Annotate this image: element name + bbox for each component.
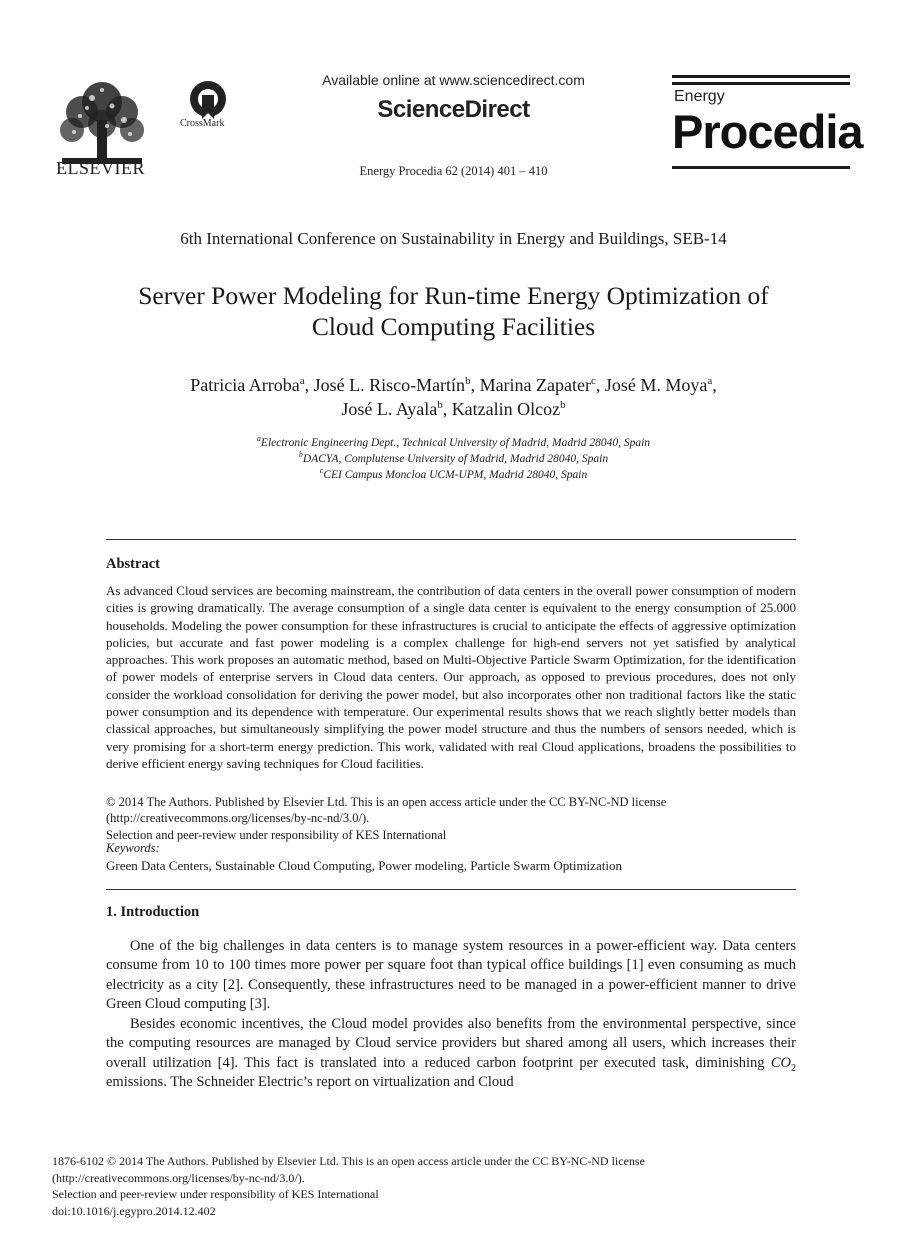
title-line: Cloud Computing Facilities — [311, 312, 596, 341]
peer-review-note: Selection and peer-review under responsibility of KES International — [106, 828, 447, 842]
intro-paragraph-1: One of the big challenges in data centers is to manage system resources in a power-efficient way. Data centers consume from 10 to 100 times more power per square foot than typical office buildings [1] even consuming as much electricity as a city [2]. Consequently, these infrastructures need to be managed in a power-efficient manner to drive Green Cloud computing [3]. — [106, 938, 796, 1012]
affiliation: $^b$DACYA, Complutense University of Madrid, Madrid 28040, Spain — [298, 450, 609, 465]
author-name: José L. Risco-Martín — [313, 375, 466, 395]
footer-doi[interactable]: doi:10.1016/j.egypro.2014.12.402 — [52, 1204, 216, 1219]
crossmark-label: CrossMark — [180, 118, 225, 129]
page-footer — [52, 1153, 812, 1220]
publisher-name: ELSEVIER — [56, 158, 145, 178]
license-link[interactable]: (http://creativecommons.org/licenses/by-nc-nd/3.0/). — [106, 811, 370, 825]
abstract-copyright: © 2014 The Authors. Published by Elsevier Ltd. This is an open access article under the CC BY-NC-ND license — [106, 795, 667, 809]
sciencedirect-logo-text: ScienceDirect — [377, 96, 530, 123]
abstract-body: As advanced Cloud services are becoming mainstream, the contribution of data centers in the overall power consumption of modern cities is growing dramatically. The average consumption of a single data center is equivalent to the energy consumption of 25.000 households. Modeling the power consumption for these infrastructures is crucial to anticipate the effects of aggressive optimization policies, but accurate and fast power modeling is a complex challenge for high-end servers not yet satisfied by analytical approaches. This work proposes an automatic method, based on Multi-Objective Particle Swarm Optimization, for the identification of power models of enterprise servers in Cloud data centers. Our approach, as opposed to previous procedures, does not only consider the workload consolidation for deriving the power model, but also incorporates other non traditional factors like the static power consumption and its dependence with temperature. Our experimental results shows that we reach slightly better models than classical approaches, but simultaneously simplifying the power model structure and thus the numbers of sensors needed, which is very promising for a short-term energy prediction. This work, validated with real Cloud applications, broadens the possibilities to derive efficient energy saving techniques for Cloud facilities. — [106, 583, 796, 771]
footer-peer-review: Selection and peer-review under responsibility of KES International — [52, 1187, 379, 1202]
paper-title — [60, 280, 847, 342]
author-name: Marina Zapater — [479, 375, 591, 395]
journal-reference: Energy Procedia 62 (2014) 401 – 410 — [359, 164, 548, 178]
author-name: Patricia Arroba — [190, 375, 300, 395]
abstract-top-rule — [106, 539, 796, 540]
keywords-list: Green Data Centers, Sustainable Cloud Computing, Power modeling, Particle Swarm Optimization — [106, 858, 622, 873]
available-online-text: Available online at www.sciencedirect.com — [322, 72, 585, 88]
affiliation: $^a$Electronic Engineering Dept., Technical University of Madrid, Madrid 28040, Spain — [256, 434, 651, 449]
procedia-rule-bottom — [672, 166, 850, 169]
author-name: José L. Ayala — [341, 399, 438, 419]
section-heading-introduction: 1. Introduction — [106, 904, 200, 920]
conference-name: 6th International Conference on Sustainability in Energy and Buildings, SEB-14 — [180, 229, 727, 248]
affiliation: $^c$CEI Campus Moncloa UCM-UPM, Madrid 28040, Spain — [319, 466, 588, 481]
intro-paragraph-2: Besides economic incentives, the Cloud model provides also benefits from the environmental perspective, since the computing resources are managed by Cloud service providers but shared among all users, which increases their overall utilization [4]. This fact is translated into a reduced carbon footprint per executed task, diminishing $CO_2$ emissions. The Schneider Electric’s report on virtualization and Cloud — [106, 1016, 796, 1090]
procedia-rule-top-2 — [672, 82, 850, 85]
author-list: Patricia Arroba$^a$, José L. Risco-Martín$^b$, Marina Zapater$^c$, José M. Moya$^a$, José L. Ayala$^b$, Katzalin Olcoz$^b$ — [190, 375, 717, 419]
author-name: José M. Moya — [604, 375, 708, 395]
footer-issn-copyright: 1876-6102 © 2014 The Authors. Published by Elsevier Ltd. This is an open access article under the CC BY-NC-ND license — [52, 1154, 645, 1168]
journal-logo-title: Procedia — [672, 105, 863, 158]
affiliation-list — [60, 435, 847, 483]
journal-logo-subject: Energy — [674, 88, 725, 105]
abstract-bottom-rule — [106, 889, 796, 890]
footer-license-link[interactable]: (http://creativecommons.org/licenses/by-nc-nd/3.0/). — [52, 1170, 305, 1185]
title-line: Server Power Modeling for Run-time Energy Optimization of — [138, 281, 769, 310]
author-name: Katzalin Olcoz — [451, 399, 561, 419]
procedia-rule-top — [672, 75, 850, 78]
abstract-heading: Abstract — [106, 556, 160, 572]
keywords-label: Keywords: — [106, 841, 160, 855]
